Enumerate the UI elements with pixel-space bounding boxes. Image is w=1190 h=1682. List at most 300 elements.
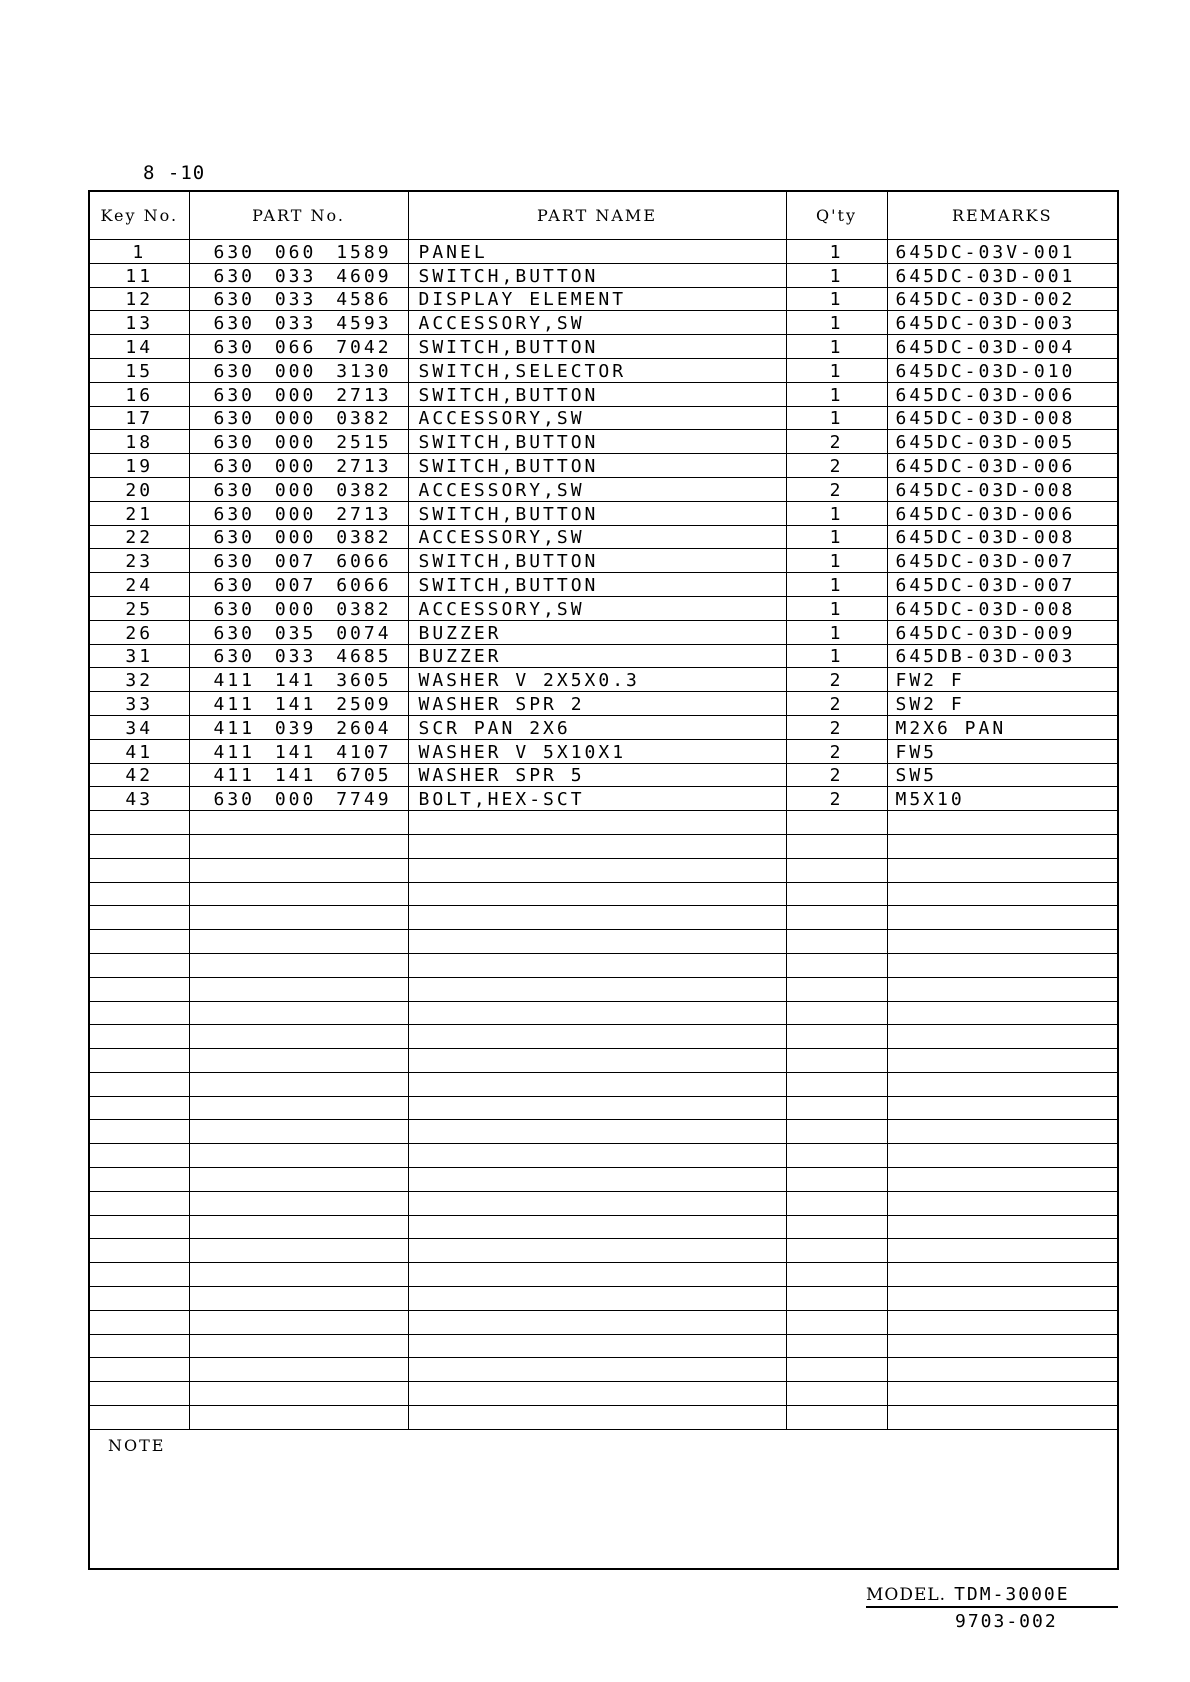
part-no-cell: 630 000 2515 bbox=[189, 430, 408, 454]
key-cell: 41 bbox=[90, 739, 189, 763]
table-row bbox=[90, 501, 1117, 525]
key-cell bbox=[90, 811, 189, 835]
qty-cell: 2 bbox=[786, 477, 887, 501]
remarks-cell bbox=[887, 1215, 1117, 1239]
remarks-cell bbox=[887, 834, 1117, 858]
remarks-cell: 645DC-03D-003 bbox=[887, 311, 1117, 335]
table-row bbox=[90, 311, 1117, 335]
qty-cell bbox=[786, 1215, 887, 1239]
model-footer bbox=[866, 1584, 1118, 1608]
remarks-cell bbox=[887, 1310, 1117, 1334]
empty-table-row bbox=[90, 811, 1117, 835]
column-header-key: Key No. bbox=[90, 192, 189, 240]
empty-table-row bbox=[90, 930, 1117, 954]
key-cell bbox=[90, 834, 189, 858]
qty-cell: 2 bbox=[786, 739, 887, 763]
key-cell bbox=[90, 1072, 189, 1096]
part-name-cell: ACCESSORY,SW bbox=[408, 406, 786, 430]
key-cell: 33 bbox=[90, 692, 189, 716]
part-no-cell bbox=[189, 1144, 408, 1168]
part-name-cell bbox=[408, 1263, 786, 1287]
key-cell: 17 bbox=[90, 406, 189, 430]
part-no-cell: 411 141 6705 bbox=[189, 763, 408, 787]
part-name-cell bbox=[408, 930, 786, 954]
qty-cell bbox=[786, 953, 887, 977]
key-cell: 32 bbox=[90, 668, 189, 692]
key-cell: 16 bbox=[90, 382, 189, 406]
qty-cell: 1 bbox=[786, 263, 887, 287]
qty-cell: 1 bbox=[786, 549, 887, 573]
qty-cell bbox=[786, 930, 887, 954]
part-name-cell bbox=[408, 1287, 786, 1311]
key-cell: 12 bbox=[90, 287, 189, 311]
remarks-cell: 645DC-03D-007 bbox=[887, 573, 1117, 597]
table-row bbox=[90, 692, 1117, 716]
part-no-cell bbox=[189, 1215, 408, 1239]
part-no-cell: 411 039 2604 bbox=[189, 715, 408, 739]
empty-table-row bbox=[90, 1215, 1117, 1239]
part-no-cell: 630 035 0074 bbox=[189, 620, 408, 644]
empty-table-row bbox=[90, 1049, 1117, 1073]
qty-cell bbox=[786, 1239, 887, 1263]
part-no-cell bbox=[189, 1263, 408, 1287]
remarks-cell bbox=[887, 906, 1117, 930]
remarks-cell: 645DC-03V-001 bbox=[887, 240, 1117, 264]
part-name-cell: ACCESSORY,SW bbox=[408, 596, 786, 620]
part-name-cell: SWITCH,BUTTON bbox=[408, 501, 786, 525]
remarks-cell: M2X6 PAN bbox=[887, 715, 1117, 739]
part-no-cell bbox=[189, 1001, 408, 1025]
part-name-cell: WASHER V 5X10X1 bbox=[408, 739, 786, 763]
part-name-cell: SWITCH,BUTTON bbox=[408, 382, 786, 406]
part-no-cell: 411 141 3605 bbox=[189, 668, 408, 692]
qty-cell bbox=[786, 1168, 887, 1192]
part-name-cell bbox=[408, 1120, 786, 1144]
key-cell bbox=[90, 1001, 189, 1025]
part-no-cell bbox=[189, 1120, 408, 1144]
qty-cell: 1 bbox=[786, 311, 887, 335]
qty-cell bbox=[786, 1120, 887, 1144]
qty-cell: 2 bbox=[786, 763, 887, 787]
part-name-cell bbox=[408, 1025, 786, 1049]
empty-table-row bbox=[90, 1025, 1117, 1049]
remarks-cell bbox=[887, 1358, 1117, 1382]
remarks-cell: 645DC-03D-006 bbox=[887, 454, 1117, 478]
table-row bbox=[90, 763, 1117, 787]
qty-cell: 1 bbox=[786, 525, 887, 549]
part-name-cell bbox=[408, 1310, 786, 1334]
table-row bbox=[90, 668, 1117, 692]
part-no-cell bbox=[189, 1287, 408, 1311]
empty-table-row bbox=[90, 1120, 1117, 1144]
column-header-part-no: PART No. bbox=[189, 192, 408, 240]
empty-table-row bbox=[90, 1168, 1117, 1192]
part-no-cell bbox=[189, 953, 408, 977]
part-no-cell bbox=[189, 882, 408, 906]
part-no-cell bbox=[189, 906, 408, 930]
key-cell: 19 bbox=[90, 454, 189, 478]
remarks-cell bbox=[887, 1168, 1117, 1192]
part-name-cell: ACCESSORY,SW bbox=[408, 477, 786, 501]
remarks-cell bbox=[887, 930, 1117, 954]
qty-cell: 2 bbox=[786, 715, 887, 739]
qty-cell bbox=[786, 1096, 887, 1120]
remarks-cell bbox=[887, 1239, 1117, 1263]
part-name-cell bbox=[408, 834, 786, 858]
qty-cell bbox=[786, 1287, 887, 1311]
remarks-cell bbox=[887, 1001, 1117, 1025]
part-no-cell bbox=[189, 1191, 408, 1215]
qty-cell bbox=[786, 1310, 887, 1334]
part-no-cell bbox=[189, 930, 408, 954]
remarks-cell: 645DC-03D-005 bbox=[887, 430, 1117, 454]
part-no-cell bbox=[189, 1406, 408, 1430]
remarks-cell bbox=[887, 1144, 1117, 1168]
parts-list-frame bbox=[88, 190, 1119, 1570]
qty-cell: 1 bbox=[786, 596, 887, 620]
part-name-cell: SWITCH,SELECTOR bbox=[408, 358, 786, 382]
key-cell: 11 bbox=[90, 263, 189, 287]
table-row bbox=[90, 715, 1117, 739]
part-name-cell bbox=[408, 811, 786, 835]
key-cell bbox=[90, 1406, 189, 1430]
part-no-cell bbox=[189, 811, 408, 835]
part-no-cell: 630 000 2713 bbox=[189, 501, 408, 525]
remarks-cell bbox=[887, 1120, 1117, 1144]
key-cell bbox=[90, 1382, 189, 1406]
remarks-cell: 645DC-03D-001 bbox=[887, 263, 1117, 287]
part-name-cell: SCR PAN 2X6 bbox=[408, 715, 786, 739]
key-cell bbox=[90, 1144, 189, 1168]
part-name-cell bbox=[408, 1072, 786, 1096]
table-row bbox=[90, 787, 1117, 811]
qty-cell: 1 bbox=[786, 644, 887, 668]
key-cell: 42 bbox=[90, 763, 189, 787]
part-no-cell: 630 033 4685 bbox=[189, 644, 408, 668]
qty-cell bbox=[786, 1334, 887, 1358]
remarks-cell: 645DB-03D-003 bbox=[887, 644, 1117, 668]
empty-table-row bbox=[90, 882, 1117, 906]
empty-table-row bbox=[90, 1001, 1117, 1025]
qty-cell bbox=[786, 1144, 887, 1168]
column-header-qty: Q'ty bbox=[786, 192, 887, 240]
part-no-cell: 630 000 2713 bbox=[189, 382, 408, 406]
qty-cell bbox=[786, 1001, 887, 1025]
part-no-cell bbox=[189, 1334, 408, 1358]
empty-table-row bbox=[90, 1096, 1117, 1120]
empty-table-row bbox=[90, 834, 1117, 858]
model-value: TDM-3000E bbox=[954, 1584, 1070, 1605]
part-name-cell: SWITCH,BUTTON bbox=[408, 335, 786, 359]
remarks-cell bbox=[887, 1025, 1117, 1049]
part-no-cell bbox=[189, 1310, 408, 1334]
key-cell: 15 bbox=[90, 358, 189, 382]
part-name-cell bbox=[408, 1382, 786, 1406]
key-cell bbox=[90, 1025, 189, 1049]
part-name-cell bbox=[408, 1049, 786, 1073]
part-name-cell: SWITCH,BUTTON bbox=[408, 430, 786, 454]
key-cell bbox=[90, 930, 189, 954]
empty-table-row bbox=[90, 1382, 1117, 1406]
empty-table-row bbox=[90, 1144, 1117, 1168]
key-cell: 18 bbox=[90, 430, 189, 454]
header-row bbox=[90, 192, 1117, 240]
remarks-cell: 645DC-03D-006 bbox=[887, 382, 1117, 406]
remarks-cell bbox=[887, 1072, 1117, 1096]
qty-cell: 1 bbox=[786, 406, 887, 430]
key-cell bbox=[90, 1239, 189, 1263]
key-cell bbox=[90, 1168, 189, 1192]
page-number: 8 -10 bbox=[143, 162, 206, 184]
key-cell: 20 bbox=[90, 477, 189, 501]
key-cell bbox=[90, 1215, 189, 1239]
remarks-cell: 645DC-03D-009 bbox=[887, 620, 1117, 644]
part-no-cell bbox=[189, 858, 408, 882]
remarks-cell bbox=[887, 1191, 1117, 1215]
part-no-cell bbox=[189, 1168, 408, 1192]
remarks-cell bbox=[887, 977, 1117, 1001]
part-no-cell: 630 000 0382 bbox=[189, 525, 408, 549]
key-cell: 14 bbox=[90, 335, 189, 359]
part-name-cell: ACCESSORY,SW bbox=[408, 525, 786, 549]
part-no-cell: 630 033 4609 bbox=[189, 263, 408, 287]
part-no-cell bbox=[189, 1096, 408, 1120]
part-name-cell bbox=[408, 1406, 786, 1430]
part-name-cell: ACCESSORY,SW bbox=[408, 311, 786, 335]
qty-cell: 1 bbox=[786, 287, 887, 311]
part-name-cell: DISPLAY ELEMENT bbox=[408, 287, 786, 311]
part-no-cell: 630 000 2713 bbox=[189, 454, 408, 478]
qty-cell: 1 bbox=[786, 358, 887, 382]
part-name-cell bbox=[408, 1191, 786, 1215]
part-name-cell bbox=[408, 1215, 786, 1239]
remarks-cell bbox=[887, 1287, 1117, 1311]
part-name-cell: PANEL bbox=[408, 240, 786, 264]
part-name-cell: BUZZER bbox=[408, 644, 786, 668]
part-name-cell bbox=[408, 858, 786, 882]
qty-cell bbox=[786, 1263, 887, 1287]
part-no-cell: 630 033 4586 bbox=[189, 287, 408, 311]
qty-cell bbox=[786, 858, 887, 882]
part-name-cell bbox=[408, 977, 786, 1001]
key-cell bbox=[90, 1191, 189, 1215]
remarks-cell: 645DC-03D-010 bbox=[887, 358, 1117, 382]
parts-table bbox=[90, 192, 1117, 1430]
part-name-cell: SWITCH,BUTTON bbox=[408, 573, 786, 597]
part-no-cell bbox=[189, 1049, 408, 1073]
remarks-cell bbox=[887, 1263, 1117, 1287]
empty-table-row bbox=[90, 1358, 1117, 1382]
key-cell: 13 bbox=[90, 311, 189, 335]
remarks-cell: M5X10 bbox=[887, 787, 1117, 811]
part-name-cell bbox=[408, 1334, 786, 1358]
remarks-cell: FW2 F bbox=[887, 668, 1117, 692]
qty-cell: 1 bbox=[786, 501, 887, 525]
remarks-cell: 645DC-03D-008 bbox=[887, 406, 1117, 430]
key-cell: 34 bbox=[90, 715, 189, 739]
part-no-cell bbox=[189, 1072, 408, 1096]
table-row bbox=[90, 335, 1117, 359]
part-name-cell: SWITCH,BUTTON bbox=[408, 549, 786, 573]
qty-cell bbox=[786, 977, 887, 1001]
part-no-cell: 630 000 7749 bbox=[189, 787, 408, 811]
part-name-cell bbox=[408, 953, 786, 977]
qty-cell bbox=[786, 1358, 887, 1382]
part-name-cell bbox=[408, 1096, 786, 1120]
table-row bbox=[90, 406, 1117, 430]
table-row bbox=[90, 596, 1117, 620]
model-label: MODEL. bbox=[866, 1585, 947, 1605]
part-name-cell: WASHER SPR 5 bbox=[408, 763, 786, 787]
key-cell: 23 bbox=[90, 549, 189, 573]
empty-table-row bbox=[90, 1239, 1117, 1263]
key-cell: 25 bbox=[90, 596, 189, 620]
table-row bbox=[90, 620, 1117, 644]
remarks-cell: 645DC-03D-006 bbox=[887, 501, 1117, 525]
part-no-cell: 630 033 4593 bbox=[189, 311, 408, 335]
remarks-cell: 645DC-03D-008 bbox=[887, 596, 1117, 620]
empty-table-row bbox=[90, 977, 1117, 1001]
remarks-cell bbox=[887, 1049, 1117, 1073]
part-name-cell bbox=[408, 1358, 786, 1382]
qty-cell bbox=[786, 882, 887, 906]
part-no-cell: 630 007 6066 bbox=[189, 549, 408, 573]
key-cell bbox=[90, 1358, 189, 1382]
empty-table-row bbox=[90, 1287, 1117, 1311]
key-cell bbox=[90, 1334, 189, 1358]
column-header-remarks: REMARKS bbox=[887, 192, 1117, 240]
qty-cell bbox=[786, 1049, 887, 1073]
table-row bbox=[90, 477, 1117, 501]
qty-cell bbox=[786, 811, 887, 835]
qty-cell: 2 bbox=[786, 668, 887, 692]
remarks-cell bbox=[887, 1406, 1117, 1430]
empty-table-row bbox=[90, 953, 1117, 977]
part-no-cell bbox=[189, 1239, 408, 1263]
part-name-cell bbox=[408, 906, 786, 930]
qty-cell: 2 bbox=[786, 454, 887, 478]
qty-cell bbox=[786, 1406, 887, 1430]
note-label: NOTE bbox=[108, 1436, 166, 1455]
key-cell bbox=[90, 906, 189, 930]
empty-table-row bbox=[90, 906, 1117, 930]
table-row bbox=[90, 382, 1117, 406]
table-row bbox=[90, 525, 1117, 549]
key-cell bbox=[90, 1287, 189, 1311]
remarks-cell bbox=[887, 811, 1117, 835]
remarks-cell: SW5 bbox=[887, 763, 1117, 787]
part-name-cell bbox=[408, 1144, 786, 1168]
remarks-cell: FW5 bbox=[887, 739, 1117, 763]
key-cell bbox=[90, 1310, 189, 1334]
empty-table-row bbox=[90, 858, 1117, 882]
qty-cell: 2 bbox=[786, 787, 887, 811]
remarks-cell: 645DC-03D-007 bbox=[887, 549, 1117, 573]
qty-cell: 2 bbox=[786, 692, 887, 716]
table-row bbox=[90, 263, 1117, 287]
remarks-cell: 645DC-03D-004 bbox=[887, 335, 1117, 359]
key-cell: 24 bbox=[90, 573, 189, 597]
remarks-cell bbox=[887, 882, 1117, 906]
remarks-cell: 645DC-03D-008 bbox=[887, 477, 1117, 501]
remarks-cell bbox=[887, 953, 1117, 977]
parts-table-body bbox=[90, 240, 1117, 1430]
key-cell bbox=[90, 977, 189, 1001]
qty-cell: 1 bbox=[786, 573, 887, 597]
part-no-cell: 630 000 0382 bbox=[189, 406, 408, 430]
table-row bbox=[90, 573, 1117, 597]
part-name-cell: BUZZER bbox=[408, 620, 786, 644]
remarks-cell bbox=[887, 858, 1117, 882]
key-cell: 21 bbox=[90, 501, 189, 525]
part-no-cell: 630 060 1589 bbox=[189, 240, 408, 264]
column-header-part-name: PART NAME bbox=[408, 192, 786, 240]
key-cell: 26 bbox=[90, 620, 189, 644]
remarks-cell: 645DC-03D-008 bbox=[887, 525, 1117, 549]
part-no-cell: 630 000 0382 bbox=[189, 477, 408, 501]
part-no-cell bbox=[189, 977, 408, 1001]
part-no-cell bbox=[189, 1382, 408, 1406]
part-no-cell bbox=[189, 834, 408, 858]
qty-cell bbox=[786, 1382, 887, 1406]
table-row bbox=[90, 739, 1117, 763]
remarks-cell bbox=[887, 1334, 1117, 1358]
part-name-cell: WASHER V 2X5X0.3 bbox=[408, 668, 786, 692]
empty-table-row bbox=[90, 1310, 1117, 1334]
part-no-cell: 630 000 0382 bbox=[189, 596, 408, 620]
part-no-cell: 411 141 2509 bbox=[189, 692, 408, 716]
part-no-cell: 630 066 7042 bbox=[189, 335, 408, 359]
remarks-cell bbox=[887, 1382, 1117, 1406]
qty-cell: 1 bbox=[786, 335, 887, 359]
remarks-cell bbox=[887, 1096, 1117, 1120]
qty-cell: 1 bbox=[786, 382, 887, 406]
empty-table-row bbox=[90, 1406, 1117, 1430]
part-name-cell bbox=[408, 1239, 786, 1263]
table-row bbox=[90, 287, 1117, 311]
part-name-cell: SWITCH,BUTTON bbox=[408, 263, 786, 287]
key-cell bbox=[90, 1120, 189, 1144]
empty-table-row bbox=[90, 1263, 1117, 1287]
qty-cell: 2 bbox=[786, 430, 887, 454]
qty-cell: 1 bbox=[786, 240, 887, 264]
part-no-cell bbox=[189, 1358, 408, 1382]
part-name-cell bbox=[408, 882, 786, 906]
table-row bbox=[90, 430, 1117, 454]
part-name-cell bbox=[408, 1001, 786, 1025]
key-cell: 43 bbox=[90, 787, 189, 811]
empty-table-row bbox=[90, 1334, 1117, 1358]
part-no-cell: 411 141 4107 bbox=[189, 739, 408, 763]
table-row bbox=[90, 358, 1117, 382]
qty-cell bbox=[786, 906, 887, 930]
table-row bbox=[90, 549, 1117, 573]
key-cell: 31 bbox=[90, 644, 189, 668]
key-cell bbox=[90, 1049, 189, 1073]
key-cell bbox=[90, 858, 189, 882]
empty-table-row bbox=[90, 1191, 1117, 1215]
key-cell: 1 bbox=[90, 240, 189, 264]
qty-cell bbox=[786, 1025, 887, 1049]
part-no-cell: 630 000 3130 bbox=[189, 358, 408, 382]
key-cell: 22 bbox=[90, 525, 189, 549]
part-name-cell: WASHER SPR 2 bbox=[408, 692, 786, 716]
key-cell bbox=[90, 1096, 189, 1120]
key-cell bbox=[90, 882, 189, 906]
document-number: 9703-002 bbox=[955, 1611, 1058, 1632]
qty-cell bbox=[786, 1072, 887, 1096]
table-row bbox=[90, 644, 1117, 668]
